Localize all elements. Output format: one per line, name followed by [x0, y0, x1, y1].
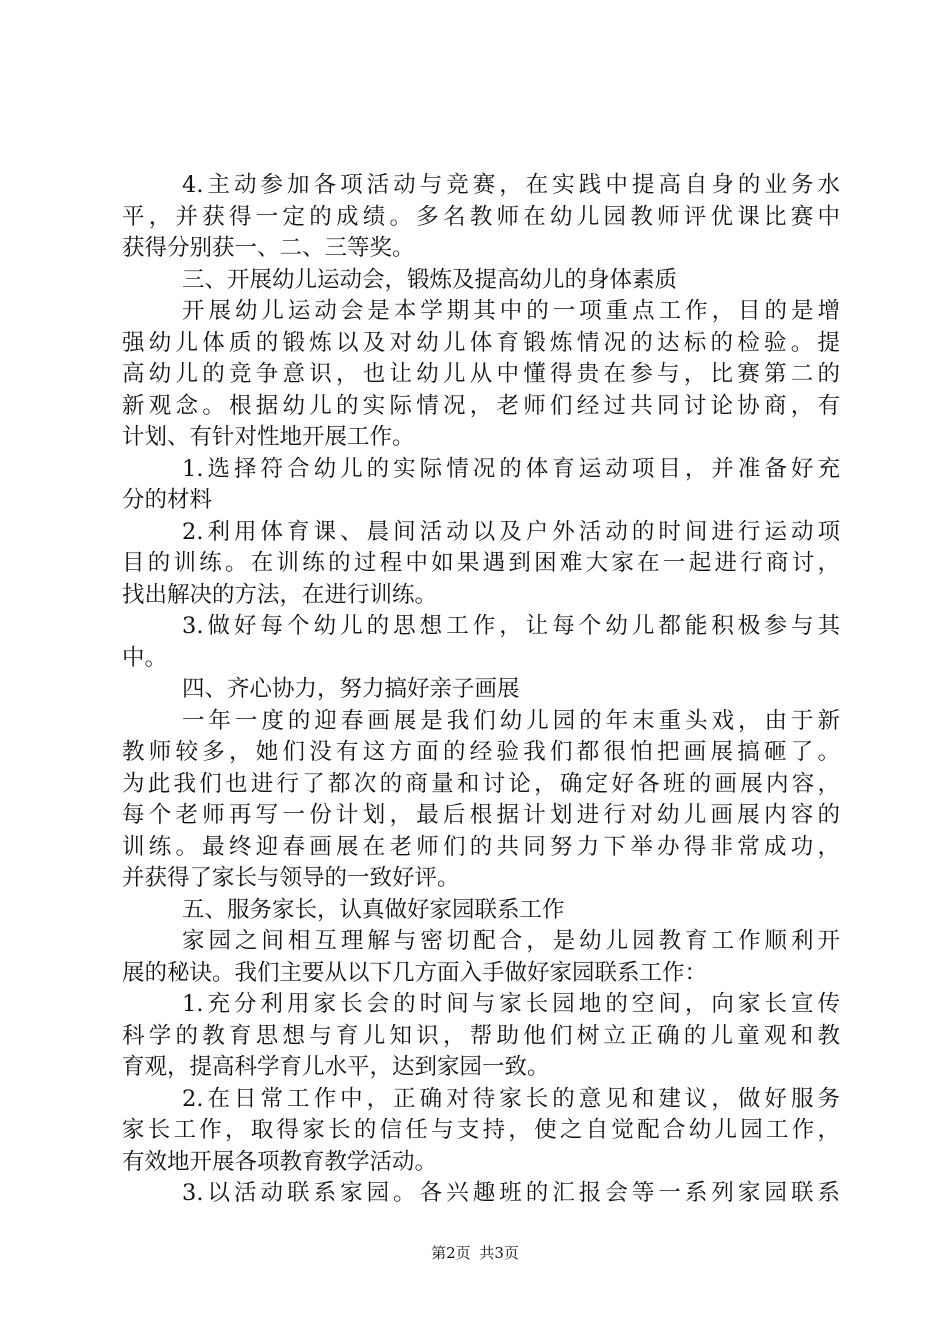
- document-body: [122, 170, 840, 1210]
- text-line: 育观，提高科学育儿水平，达到家园一致。: [122, 1054, 550, 1080]
- text-line: 家长工作，取得家长的信任与支持，使之自觉配合幼儿园工作，: [122, 1117, 840, 1143]
- text-line: 有效地开展各项教育教学活动。: [122, 1148, 438, 1175]
- text-line: 四、齐心协力，努力搞好亲子画展: [182, 676, 520, 702]
- text-line: 找出解决的方法，在进行训练。: [122, 581, 438, 608]
- text-line: 4.主动参加各项活动与竞赛，在实践中提高自身的业务水: [182, 172, 840, 198]
- text-line: 五、服务家长，认真做好家园联系工作: [182, 896, 565, 923]
- text-line: 为此我们也进行了都次的商量和讨论，确定好各班的画展内容，: [122, 770, 840, 797]
- text-line: 高幼儿的竞争意识，也让幼儿从中懂得贵在参与，比赛第二的: [122, 361, 840, 387]
- text-line: 1.充分利用家长会的时间与家长园地的空间，向家长宣传: [182, 991, 840, 1017]
- text-line: 3.做好每个幼儿的思想工作，让每个幼儿都能积极参与其: [182, 613, 840, 639]
- text-line: 计划、有针对性地开展工作。: [122, 424, 415, 450]
- text-line: 获得分别获一、二、三等奖。: [122, 235, 415, 261]
- text-line: 教师较多，她们没有这方面的经验我们都很怕把画展搞砸了。: [122, 739, 840, 765]
- page-number: 第2页: [431, 1244, 471, 1262]
- text-line: 2.在日常工作中，正确对待家长的意见和建议，做好服务: [182, 1085, 840, 1112]
- text-line: 一年一度的迎春画展是我们幼儿园的年末重头戏，由于新: [182, 707, 840, 734]
- text-line: 分的材料: [122, 487, 213, 513]
- page-total: 共3页: [479, 1244, 519, 1262]
- text-line: 家园之间相互理解与密切配合，是幼儿园教育工作顺利开: [182, 928, 840, 954]
- text-line: 展的秘诀。我们主要从以下几方面入手做好家园联系工作：: [122, 959, 708, 986]
- text-line: 2.利用体育课、晨间活动以及户外活动的时间进行运动项: [182, 518, 840, 545]
- text-line: 新观念。根据幼儿的实际情况，老师们经过共同讨论协商，有: [122, 392, 840, 419]
- text-line: 训练。最终迎春画展在老师们的共同努力下举办得非常成功，: [122, 833, 840, 860]
- page-footer: [0, 1243, 950, 1263]
- text-line: 中。: [122, 644, 168, 671]
- text-line: 1.选择符合幼儿的实际情况的体育运动项目，并准备好充: [182, 455, 840, 482]
- text-line: 并获得了家长与领导的一致好评。: [122, 865, 460, 891]
- text-line: 3.以活动联系家园。各兴趣班的汇报会等一系列家园联系: [182, 1180, 840, 1206]
- text-line: 强幼儿体质的锻炼以及对幼儿体育锻炼情况的达标的检验。提: [122, 329, 840, 356]
- text-line: 开展幼儿运动会是本学期其中的一项重点工作，目的是增: [182, 298, 840, 324]
- text-line: 平，并获得一定的成绩。多名教师在幼儿园教师评优课比赛中: [122, 203, 840, 230]
- text-line: 科学的教育思想与育儿知识，帮助他们树立正确的儿童观和教: [122, 1022, 840, 1049]
- text-line: 每个老师再写一份计划，最后根据计划进行对幼儿画展内容的: [122, 802, 840, 828]
- text-line: 三、开展幼儿运动会，锻炼及提高幼儿的身体素质: [182, 266, 678, 293]
- text-line: 目的训练。在训练的过程中如果遇到困难大家在一起进行商讨，: [122, 550, 840, 576]
